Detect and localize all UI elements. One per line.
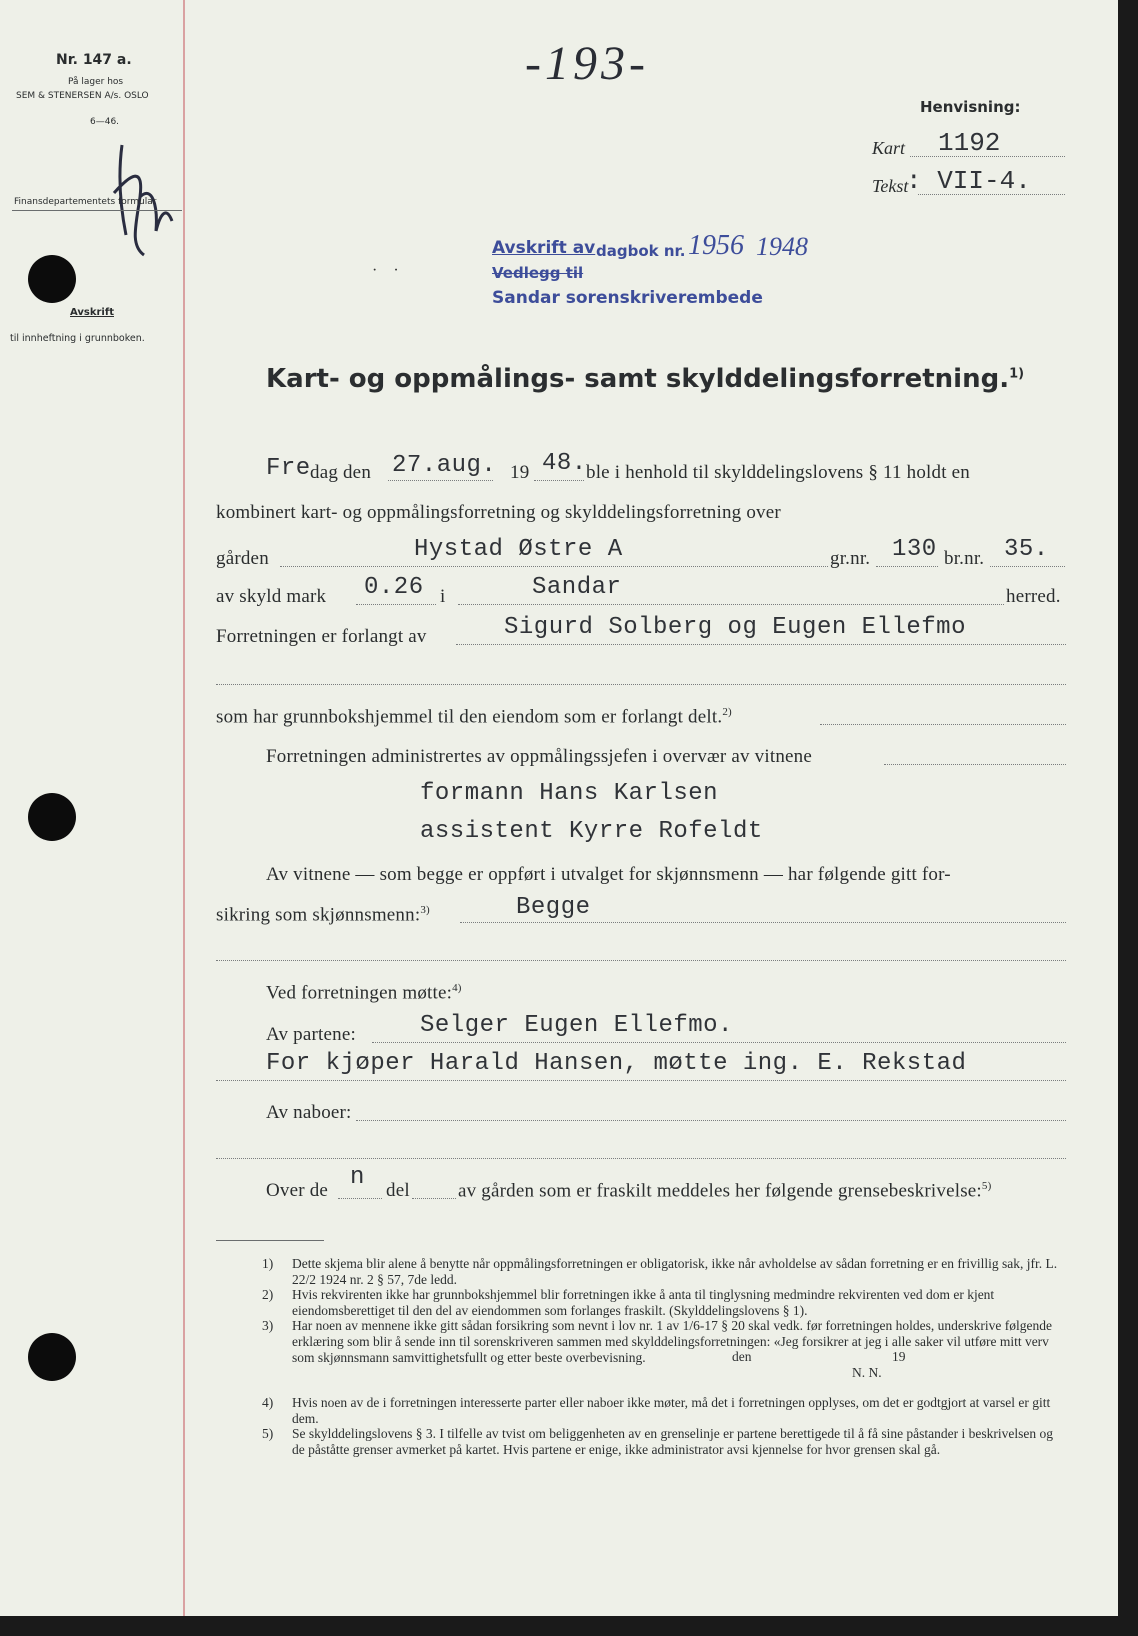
footnote-2 bbox=[262, 1287, 1068, 1318]
partene-value-2: For kjøper Harald Hansen, møtte ing. E. Rekstad bbox=[266, 1050, 967, 1077]
tekst-value: : VII-4. bbox=[906, 166, 1031, 196]
herred-label: herred. bbox=[1006, 586, 1061, 607]
motte-footnote-mark: 4) bbox=[452, 982, 462, 994]
weekday-value: Fre bbox=[266, 455, 311, 482]
dots-mark: · · bbox=[372, 262, 399, 279]
footnote-3-signature-line bbox=[292, 1349, 1068, 1395]
footnote-4 bbox=[262, 1395, 1068, 1426]
stamp-vedlegg: Vedlegg til bbox=[492, 264, 584, 282]
partene-label: Av partene: bbox=[266, 1024, 356, 1045]
publisher-line: På lager hos bbox=[68, 77, 124, 87]
stamp-year: 1948 bbox=[756, 232, 808, 261]
page-number: -193- bbox=[525, 37, 649, 90]
forsikring-text: sikring som skjønnsmenn: bbox=[216, 904, 421, 926]
herred-value: Sandar bbox=[532, 574, 622, 601]
title-text: Kart- og oppmålings- samt skylddelingsforretning. bbox=[266, 364, 1010, 394]
partene-line-2 bbox=[216, 1080, 1066, 1081]
forlangt-line bbox=[456, 644, 1066, 645]
footnote-rule bbox=[216, 1240, 324, 1241]
stamp-avskrift: Avskrift av bbox=[492, 238, 596, 258]
garden-value: Hystad Østre A bbox=[414, 536, 623, 563]
grense-line bbox=[458, 1180, 991, 1202]
footnote-5 bbox=[262, 1426, 1068, 1457]
dag-label: dag den bbox=[310, 462, 372, 483]
vitnene-line: Av vitnene — som begge er oppført i utvalget for skjønnsmenn — har følgende gitt for- bbox=[266, 864, 951, 885]
motte-label bbox=[266, 982, 462, 1004]
grnr-value: 130 bbox=[892, 536, 937, 563]
punch-hole bbox=[28, 793, 76, 841]
grunnbok-text: som har grunnbokshjemmel til den eiendom som er forlangt delt. bbox=[216, 706, 723, 728]
admin-line: Forretningen administrertes av oppmålingssjefen i overvær av vitnene bbox=[266, 746, 812, 767]
line1-rest: ble i henhold til skylddelingslovens § 11 holdt en bbox=[586, 462, 970, 483]
grunnbok-line bbox=[216, 706, 732, 728]
grunnbok-footnote-mark: 2) bbox=[722, 706, 732, 718]
stamp-office: Sandar sorenskriverembede bbox=[492, 288, 763, 308]
footnote-1 bbox=[262, 1256, 1068, 1287]
del-line bbox=[412, 1198, 456, 1199]
forsikring-value: Begge bbox=[516, 894, 591, 921]
skyld-line bbox=[356, 604, 436, 605]
divider bbox=[12, 210, 182, 211]
footnote-text: Hvis rekvirenten ikke har grunnbokshjemmel blir forretningen ikke å anta til tinglysning medmindre rekvirenten ved dom er kjent eiendomsberettiget til den del av eiendommen som forlanges fraskilt. (Skylddelingslovens § 1). bbox=[292, 1287, 995, 1318]
kart-label: Kart bbox=[872, 138, 906, 158]
footnote-mark: 1) bbox=[262, 1256, 274, 1271]
reference-heading: Henvisning: bbox=[920, 98, 1021, 116]
admin-fill-line bbox=[884, 764, 1066, 765]
del-label: del bbox=[386, 1180, 410, 1201]
forsikring-footnote-mark: 3) bbox=[420, 904, 430, 916]
publisher-name: SEM & STENERSEN A/s. OSLO bbox=[16, 91, 149, 101]
witness-2: assistent Kyrre Rofeldt bbox=[420, 818, 763, 845]
year-prefix: 19 bbox=[510, 462, 530, 483]
witness-1: formann Hans Karlsen bbox=[420, 780, 719, 807]
forlangt-label: Forretningen er forlangt av bbox=[216, 626, 427, 647]
forsikring-label bbox=[216, 904, 430, 926]
garden-label: gården bbox=[216, 548, 269, 569]
forlangt-value: Sigurd Solberg og Eugen Ellefmo bbox=[504, 614, 966, 641]
footnote-3 bbox=[262, 1318, 1068, 1395]
den-label: den bbox=[732, 1349, 752, 1365]
skyld-value: 0.26 bbox=[364, 574, 424, 601]
herred-line bbox=[458, 604, 1004, 605]
naboer-label: Av naboer: bbox=[266, 1102, 352, 1123]
grense-text: av gården som er fraskilt meddeles her følgende grensebeskrivelse: bbox=[458, 1180, 982, 1202]
kart-value: 1192 bbox=[938, 128, 1001, 158]
punch-hole bbox=[28, 1333, 76, 1381]
form-number: Nr. 147 a. bbox=[56, 52, 132, 68]
footnote-mark: 4) bbox=[262, 1395, 274, 1411]
nn-label: N. N. bbox=[852, 1365, 882, 1381]
over-de-label: Over de bbox=[266, 1180, 329, 1201]
grnr-label: gr.nr. bbox=[830, 548, 871, 569]
footnote-text: Hvis noen av de i forretningen interesserte parter eller naboer ikke møter, må det i forretningen opplyses, om det er godtgjort at varsel er gitt dem. bbox=[292, 1395, 1051, 1426]
naboer-line bbox=[356, 1120, 1066, 1121]
garden-line bbox=[280, 566, 828, 567]
footnote-mark: 5) bbox=[262, 1426, 274, 1442]
footnote-text: Har noen av mennene ikke gitt sådan forsikring som nevnt i lov nr. 1 av 1/6-17 § 20 skal vedk. før forretningen holdes, underskrive følgende erklæring som blir å sende inn til sorenskriveren sammen med skylddelingsforretningen: «Jeg forsikrer at jeg i alle saker vil utføre mitt verv som skjønnsmann samvittighetsfullt og etter beste overbevisning. bbox=[292, 1318, 1052, 1365]
blank-line bbox=[216, 684, 1066, 685]
line2-text: kombinert kart- og oppmålingsforretning og skylddelingsforretning over bbox=[216, 502, 781, 523]
publisher-date: 6—46. bbox=[90, 117, 120, 127]
avskrift-subtitle: til innheftning i grunnboken. bbox=[10, 333, 145, 344]
skyld-label: av skyld mark bbox=[216, 586, 327, 607]
footnote-mark: 3) bbox=[262, 1318, 274, 1334]
footnote-text: Dette skjema blir alene å benytte når oppmålingsforretningen er obligatorisk, ikke når avholdelse av sådan forretning er en frivillig sak, jfr. L. 22/2 1924 nr. 2 § 57, 7de ledd. bbox=[292, 1256, 1058, 1287]
avskrift-label: Avskrift bbox=[70, 307, 114, 318]
footnotes bbox=[262, 1256, 1068, 1458]
nineteen-label: 19 bbox=[892, 1349, 906, 1365]
blank-line-2 bbox=[216, 960, 1066, 961]
year-line bbox=[534, 480, 584, 481]
motte-text: Ved forretningen møtte: bbox=[266, 982, 453, 1004]
date-line bbox=[388, 480, 493, 481]
partene-value-1: Selger Eugen Ellefmo. bbox=[420, 1012, 733, 1039]
grense-footnote-mark: 5) bbox=[981, 1180, 992, 1192]
footnote-mark: 2) bbox=[262, 1287, 274, 1303]
dept-label: Finansdepartementets formular bbox=[14, 197, 157, 207]
naboer-line-2 bbox=[216, 1158, 1066, 1159]
over-de-value: n bbox=[350, 1164, 365, 1191]
partene-line bbox=[372, 1042, 1066, 1043]
margin-rule bbox=[183, 0, 185, 1616]
stamp-dagbok-number: 1956 bbox=[688, 230, 744, 261]
brnr-value: 35. bbox=[1004, 536, 1049, 563]
i-label: i bbox=[440, 586, 446, 607]
date-value: 27.aug. bbox=[392, 452, 497, 479]
footnote-text: Se skylddelingslovens § 3. I tilfelle av tvist om beliggenheten av en grenselinje er partene berettigede til å få sine påstander i beskrivelsen og de påståtte grenser avmerket på kartet. Hvis partene er enige, ikke administrator avsi kjennelse for hvor grensen skal gå. bbox=[292, 1426, 1054, 1457]
document-title bbox=[266, 364, 1024, 394]
tekst-label: Tekst bbox=[872, 176, 909, 196]
forsikring-line bbox=[460, 922, 1066, 923]
title-footnote-mark: 1) bbox=[1009, 366, 1025, 382]
year-value: 48. bbox=[542, 450, 587, 477]
over-de-line bbox=[338, 1198, 382, 1199]
brnr-label: br.nr. bbox=[944, 548, 985, 569]
grunnbok-fill-line bbox=[820, 724, 1066, 725]
brnr-line bbox=[990, 566, 1065, 567]
grnr-line bbox=[876, 566, 938, 567]
stamp-dagbok: dagbok nr. bbox=[596, 242, 686, 260]
punch-hole bbox=[28, 255, 76, 303]
